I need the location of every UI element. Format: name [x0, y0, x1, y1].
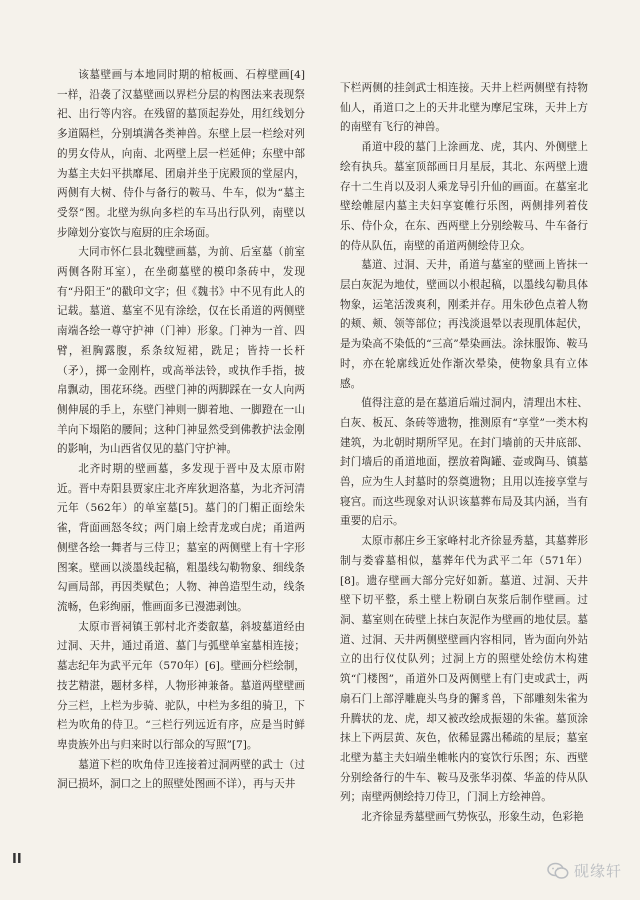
paragraph: 甬道中段的墓门上涂画龙、虎，其内、外侧壁上绘有执兵。墓室顶部画日月星辰，其北、东两壁上遗存十二生肖以及羽人乘龙导引升仙的画面。在墓室北壁绘帷屋内墓主夫妇享宴帷行乐图，两侧排列着伎乐、侍仆众，在东、西两壁上分别绘鞍马、牛车备行的侍从队伍，南壁的甬道两侧绘侍卫众。 — [340, 141, 588, 252]
paragraph: 太原市郝庄乡王家峰村北齐徐显秀墓，其墓葬形制与娄睿墓相似，墓葬年代为武平二年（571年）[8]。遗存壁画大部分完好如新。墓道、过洞、天井壁下切平整，系土壁上粉刷白灰浆后制作壁画。过洞、墓室则在砖壁上抹白灰泥作为壁画的地仗层。墓道、过洞、天井两侧壁壁画内容相同，皆为面向外站立的出行仪仗队列；过洞上方的照壁处绘仿木构建筑“门楼图”，甬道外口及两侧壁上有门吏或武士，两扇石门上部浮雕鹿头鸟身的獬豸兽，下部雕刻朱雀为升腾状的龙、虎，却又被改绘成振翅的朱雀。墓顶涂抹上下两层黄、灰色，依稀显露出稀疏的星辰；墓室北壁为墓主夫妇端坐帷帐内的宴饮行乐图；东、西壁分别绘备行的牛车、鞍马及张华羽葆、华盖的侍从队列；南壁两侧绘持刀侍卫，门洞上方绘神兽。 — [340, 535, 588, 804]
paragraph-continued: 下栏两侧的挂剑武士相连接。天井上栏两侧壁有持物仙人，甬道口之上的天井北壁为摩尼宝珠，天井上方的南壁有飞行的神兽。 — [340, 82, 588, 134]
paragraph: 大同市怀仁县北魏壁画墓，为前、后室墓（前室两侧各附耳室），在坐砌墓壁的模印条砖中，发现有“丹阳王”的戳印文字；但《魏书》中不见有此人的记载。墓道、墓室不见有涂绘，仅在长甬道的两侧壁南端各绘一尊守护神（门神）形象。门神为一首、四臂，袒胸露腹，系条纹短裙，跣足；皆持一长杆（矛），掷一金刚杵，或高举法铃，或执作手指，披帛飘动，围花环绕。西壁门神的两脚踩在一女人向两侧伸展的手上，东壁门神则一脚着地、一脚蹬在一山羊向下塌陷的腰间；这种门神显然受到佛教护法金刚的影响，为山西省仅见的墓门守护神。 — [57, 246, 305, 456]
left-column — [57, 66, 305, 795]
paragraph: 值得注意的是在墓道后端过洞内，清理出木柱、白灰、板瓦、条砖等遗物，推测原有“享堂”一类木构建筑，为北朝时期所罕见。在封门墙前的天井底部、封门墙后的甬道地面，摆放着陶罐、壶或陶马、镇墓兽，应为生人封墓时的祭奠遗物；且用以连接享堂与寝宫。而这些现象对认识该墓葬布局及其内涵，当有重要的启示。 — [340, 397, 588, 528]
chat-bubble-icon — [547, 862, 569, 880]
paragraph: 墓道、过洞、天井，甬道与墓室的壁画上皆抹一层白灰泥为地仗，壁画以小根起稿，以墨线勾勒具体物象，运笔活泼爽利，刚柔并存。用朱砂色点着人物的颊、颊、领等部位；再浅淡退晕以表现肌体起伏，是为染高不染低的“三高”晕染画法。涂抹服饰、鞍马时，亦在轮廓线近处作渐次晕染，使物象具有立体感。 — [340, 259, 588, 390]
page-number: II — [12, 852, 22, 867]
paragraph: 该墓壁画与本地同时期的棺板画、石椁壁画[4]一样，沿袭了汉墓壁画以界栏分层的构图法来表现祭祀、出行等内容。在残留的墓顶起券处，用红线划分多道隔栏，分别填满各类神兽。东壁上层一栏绘对列的男女侍从，向南、北两壁上层一栏延伸；东壁中部为墓主夫妇平拱靡尾、团扇并坐于庑殿顶的堂屋内，两侧有大树、侍仆与备行的鞍马、牛车，似为“墓主受祭”图。北壁为纵向多栏的车马出行队列，南壁以步障划分宴饮与庖厨的庄余场面。 — [57, 69, 305, 239]
right-column — [340, 79, 588, 828]
watermark — [547, 860, 622, 881]
paragraph: 太原市晋祠镇王郭村北齐娄叡墓，斜坡墓道经由过洞、天井，通过甬道、墓门与弧壁单室墓相连接；墓志纪年为武平元年（570年）[6]。壁画分栏绘制，技艺精湛，题材多样，人物形神兼备。墓道两壁壁画分三栏，上栏为步骑、驼队，中栏为多组的骑卫，下栏为吹角的侍卫。“三栏行列远近有序，应是当时鲜卑贵族外出与归来时以行部众的写照”[7]。 — [57, 620, 305, 751]
watermark-text: 砚缘轩 — [573, 862, 622, 880]
paragraph: 北齐徐显秀墓壁画气势恢弘，形象生动，色彩艳 — [361, 811, 584, 824]
paragraph: 北齐时期的壁画墓，多发现于晋中及太原市附近。晋中寿阳县贾家庄北齐库狄迴洛墓，为北齐河清元年（562年）的单室墓[5]。墓门的门楣正面绘朱雀，背面画怒冬纹；两门扇上绘青龙或白虎；甬道两侧壁各绘一舞者与三侍卫；墓室的两侧壁上有十字形图案。壁画以淡墨线起稿，粗墨线勾勒物象、细线条勾画局部，再因类赋色；人物、神兽造型生动，线条流畅，色彩绚丽，惟画面多已漫漶剥蚀。 — [57, 463, 305, 613]
paragraph: 墓道下栏的吹角侍卫连接着过洞两壁的武士（过洞已损坏，洞口之上的照壁处图画不详），再与天井 — [57, 758, 305, 791]
